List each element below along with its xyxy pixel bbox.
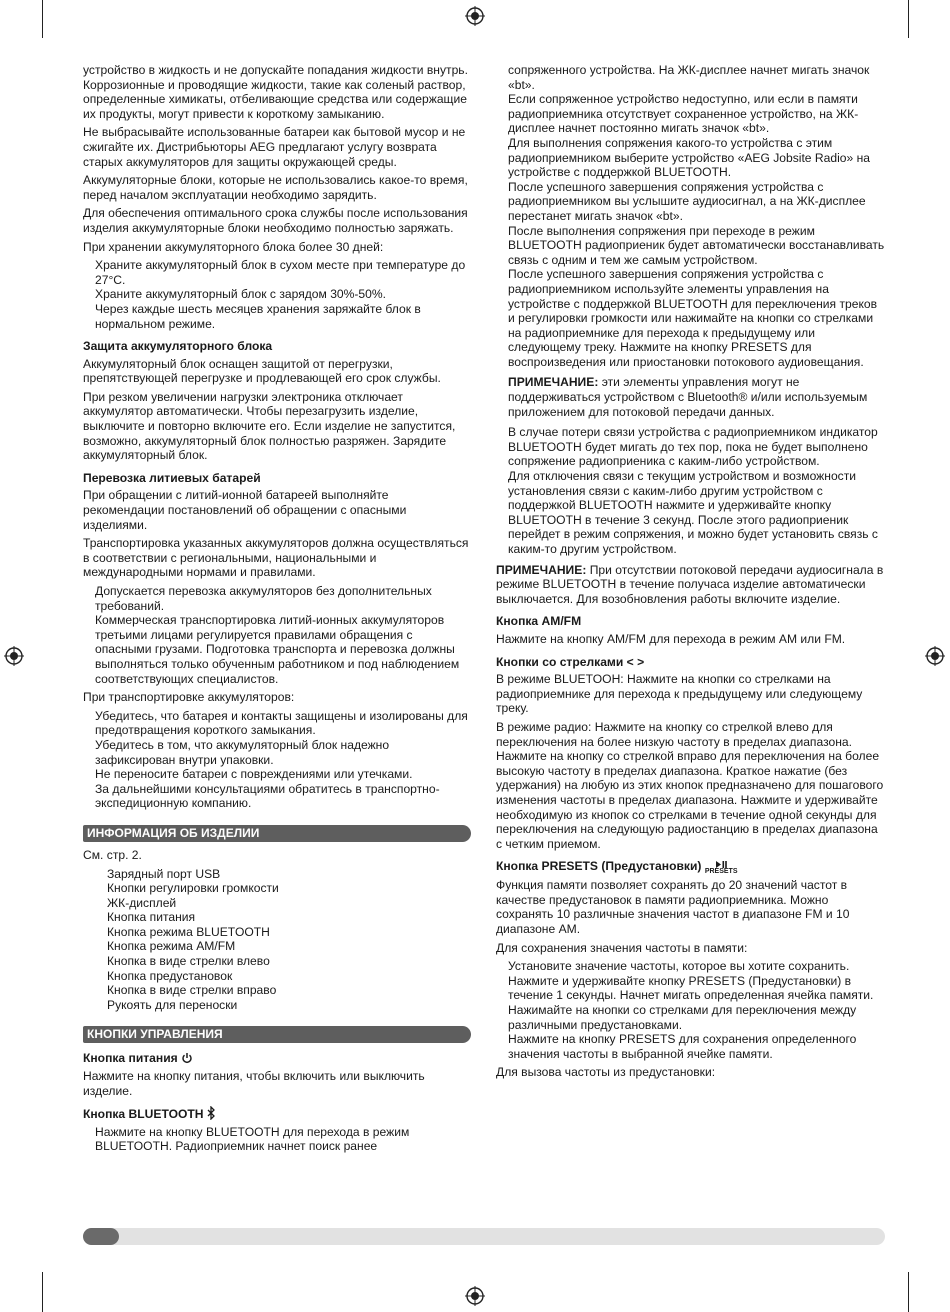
- list-item: Через каждые шесть месяцев хранения заряжайте блок в нормальном режиме.: [95, 301, 421, 331]
- list-item: Храните аккумуляторный блок с зарядом 30%-50%.: [95, 287, 386, 302]
- bluetooth-instructions: [496, 63, 886, 369]
- registration-mark-icon: [465, 1286, 485, 1306]
- left-column: [83, 63, 471, 1158]
- heading-text: Кнопка питания: [83, 1051, 178, 1066]
- note-label: ПРИМЕЧАНИЕ:: [508, 375, 599, 390]
- paragraph: При транспортировке аккумуляторов:: [83, 690, 295, 705]
- paragraph: Аккумуляторные блоки, которые не использовались какое-то время, перед началом эксплуатации необходимо зарядить.: [83, 173, 468, 202]
- list-item: После успешного завершения сопряжения устройства с радиоприемником используйте элементы управления на устройстве с поддержкой BLUETOOTH для переключения треков и регулировки громкости или нажимайте на кнопки со стрелками на радиоприемнике для перехода к предыдущему или следующему треку. Нажмите на кнопку PRESETS для воспроизведения или приостановки потокового аудиовещания.: [508, 267, 878, 369]
- presets-icon-label: PRESETS: [704, 868, 738, 876]
- paragraph: При хранении аккумуляторного блока более 30 дней:: [83, 239, 384, 254]
- section-heading: Защита аккумуляторного блока: [83, 339, 273, 354]
- crop-mark: [42, 0, 43, 38]
- transport-check-list: [83, 709, 471, 811]
- paragraph: См. стр. 2.: [83, 847, 142, 862]
- crop-mark: [908, 0, 909, 38]
- paragraph: Для сохранения значения частоты в памяти:: [496, 940, 748, 955]
- paragraph: Для вызова частоты из предустановки:: [496, 1065, 716, 1080]
- note-text: При отсутствии потоковой передачи аудиосигнала в режиме BLUETOOTH в течение получаса изделие автоматически выключается. Для возобновления работы включите изделие.: [496, 562, 884, 606]
- list-item: Не переносите батареи с повреждениями или утечками.: [95, 767, 413, 782]
- transport-list: [83, 584, 471, 686]
- list-item: После выполнения сопряжения при переходе в режим BLUETOOTH радиоприеник будет автоматически восстанавливать связь с одним и тем же самым устройством.: [508, 223, 885, 267]
- paragraph: Для обеспечения оптимального срока службы после использования изделия аккумуляторные блоки необходимо полностью заряжать.: [83, 206, 468, 235]
- paragraph: При обращении с литий-ионной батареей выполняйте рекомендации постановлений об обращении с опасными изделиями.: [83, 488, 407, 532]
- presets-heading: [496, 859, 886, 875]
- list-item: Убедитесь в том, что аккумуляторный блок надежно зафиксирован внутри упаковки.: [95, 737, 390, 767]
- list-item: За дальнейшими консультациями обратитесь в транспортно-экспедиционную компанию.: [95, 781, 440, 811]
- section-heading: Перевозка литиевых батарей: [83, 470, 261, 485]
- list-item: Допускается перевозка аккумуляторов без дополнительных требований.: [95, 584, 432, 613]
- note-label: ПРИМЕЧАНИЕ:: [496, 562, 587, 577]
- list-item: Кнопка предустановок: [107, 968, 233, 983]
- power-heading: [83, 1051, 471, 1066]
- paragraph: Не выбрасывайте использованные батареи как бытовой мусор и не сжигайте их. Дистрибьюторы AEG предлагают услугу возврата старых аккумуляторов для защиты окружающей среды.: [83, 125, 466, 169]
- bluetooth-heading: [83, 1106, 471, 1122]
- paragraph: В режиме BLUETOOH: Нажмите на кнопки со стрелками на радиоприемнике для перехода к предыдущему или следующему треку.: [496, 672, 863, 716]
- note: [496, 563, 886, 607]
- page-footer-bar: [83, 1228, 885, 1245]
- bluetooth-icon: [207, 1106, 216, 1120]
- registration-mark-icon: [4, 646, 24, 666]
- section-heading: Кнопка AM/FM: [496, 614, 582, 629]
- list-item: ЖК-дисплей: [107, 895, 177, 910]
- list-item: В случае потери связи устройства с радиоприемником индикатор BLUETOOTH будет мигать до тех пор, пока не будет выполнено сопряжение радиоприеника с каким-либо устройством.: [508, 425, 878, 469]
- section-bar-controls: КНОПКИ УПРАВЛЕНИЯ: [83, 1026, 471, 1043]
- list-item: Кнопка в виде стрелки влево: [107, 954, 270, 969]
- note-text: эти элементы управления могут не поддерживаться устройством с Bluetooth® и/или используемым приложением для потоковой передачи данных.: [508, 375, 868, 419]
- list-item: Кнопка режима AM/FM: [107, 939, 236, 954]
- paragraph: При резком увеличении нагрузки электроника отключает аккумулятор автоматически. Чтобы перезагрузить изделие, выключите и повторно включите его. Если изделие не запустится, возможно, аккумуляторный блок полностью разряжен. Зарядите аккумуляторный блок.: [83, 389, 456, 463]
- list-item: Если сопряженное устройство недоступно, или если в памяти радиоприемника отсутствует сохраненное устройство, на ЖК-дисплее начнет постоянно мигать значок «bt».: [508, 92, 859, 136]
- crop-mark: [42, 1272, 43, 1312]
- list-item: Рукоять для переноски: [107, 997, 238, 1012]
- paragraph: Транспортировка указанных аккумуляторов должна осуществляться в соответствии с региональными, национальными и международными нормами и правилами.: [83, 536, 469, 580]
- list-item: Для выполнения сопряжения какого-то устройства с этим радиоприемником выберите устройство «AEG Jobsite Radio» на устройстве с поддержкой BLUETOOTH.: [508, 135, 870, 180]
- page-number-tab: [83, 1228, 119, 1245]
- list-item: Кнопки регулировки громкости: [107, 881, 279, 896]
- product-parts-list: [83, 867, 471, 1013]
- play-pause-presets-icon: [705, 861, 738, 875]
- paragraph: Нажмите на кнопку AM/FM для перехода в режим AM или FM.: [496, 631, 846, 646]
- list-item: Зарядный порт USB: [107, 866, 221, 881]
- section-heading: Кнопки со стрелками < >: [496, 654, 645, 669]
- registration-mark-icon: [925, 646, 945, 666]
- registration-mark-icon: [465, 6, 485, 26]
- paragraph: В режиме радио: Нажмите на кнопку со стрелкой влево для переключения на более низкую частоту в пределах диапазона. Нажмите на кнопку со стрелкой вправо для переключения на более высокую частоту в пределах диапазона. Краткое нажатие (без удержания) на любую из этих кнопок предназначено для пошагового изменения частоты в пределах диапазона. Нажмите и удерживайте необходимую из кнопок со стрелками в течение одной секунды для переключения на следующую радиостанцию в пределах диапазона с четким приемом.: [496, 719, 884, 851]
- heading-text: Кнопка PRESETS (Предустановки): [496, 859, 702, 874]
- list-item: Нажмите на кнопку PRESETS для сохранения определенного значения частоты в выбранной ячейке памяти.: [508, 1032, 857, 1061]
- list-item: сопряженного устройства. На ЖК-дисплее начнет мигать значок «bt».: [508, 63, 870, 92]
- presets-list: [496, 959, 886, 1061]
- list-item: Нажмите и удерживайте кнопку PRESETS (Предустановки) в течение 1 секунды. Начнет мигать определенная ячейка памяти.: [508, 973, 874, 1003]
- list-item: Установите значение частоты, которое вы хотите сохранить.: [508, 959, 850, 974]
- bluetooth-instructions-2: [496, 425, 886, 556]
- storage-list: [83, 258, 471, 331]
- paragraph: устройство в жидкость и не допускайте попадания жидкости внутрь. Коррозионные и проводящие жидкости, такие как соленый раствор, определенные химикаты, отбеливающие средства или содержащие их продукты, могут привести к короткому замыканию.: [83, 63, 468, 121]
- paragraph: Нажмите на кнопку питания, чтобы включить или выключить изделие.: [83, 1069, 425, 1098]
- note: [496, 375, 886, 419]
- list-item: Кнопка в виде стрелки вправо: [107, 983, 277, 998]
- list-item: Для отключения связи с текущим устройством и возможности установления связи с каким-либо другим устройством с поддержкой BLUETOOTH нажмите и удерживайте кнопку BLUETOOTH в течение 3 секунд. После этого радиоприеник перейдет в режим сопряжения, и можно будет установить связь с каким-то другим устройством.: [508, 469, 878, 556]
- list-item: Коммерческая транспортировка литий-ионных аккумуляторов третьими лицами регулируется правилами обращения с опасными грузами. Подготовка транспорта и перевозка должны выполняться только обученным работником и под наблюдением соответствующих специалистов.: [95, 613, 460, 686]
- list-item: Кнопка питания: [107, 910, 196, 925]
- list-item: Храните аккумуляторный блок в сухом месте при температуре до 27°C.: [95, 258, 466, 287]
- power-icon: [181, 1052, 193, 1064]
- right-column: [496, 63, 886, 1084]
- list-item: Нажимайте на кнопки со стрелками для переключения между различными предустановками.: [508, 1003, 857, 1032]
- paragraph: Аккумуляторный блок оснащен защитой от перегрузки, препятствующей перегрузке и продлевающей его срок службы.: [83, 356, 441, 386]
- paragraph: Функция памяти позволяет сохранять до 20 значений частот в качестве предустановок в памяти радиоприемника. Можно сохранять 10 различные значения частот в диапазоне FM и 10 диапазоне AM.: [496, 878, 850, 937]
- section-bar-product-info: ИНФОРМАЦИЯ ОБ ИЗДЕЛИИ: [83, 825, 471, 842]
- crop-mark: [908, 1272, 909, 1312]
- list-item: После успешного завершения сопряжения устройства с радиоприемником вы услышите аудиосигнал, а на ЖК-дисплее перестанет мигать значок «bt».: [508, 179, 866, 223]
- list-item: Кнопка режима BLUETOOTH: [107, 924, 270, 939]
- list-item: Убедитесь, что батарея и контакты защищены и изолированы для предотвращения короткого замыкания.: [95, 708, 468, 738]
- heading-text: Кнопка BLUETOOTH: [83, 1107, 204, 1122]
- paragraph: Нажмите на кнопку BLUETOOTH для перехода в режим BLUETOOTH. Радиоприемник начнет поиск ранее: [95, 1124, 410, 1154]
